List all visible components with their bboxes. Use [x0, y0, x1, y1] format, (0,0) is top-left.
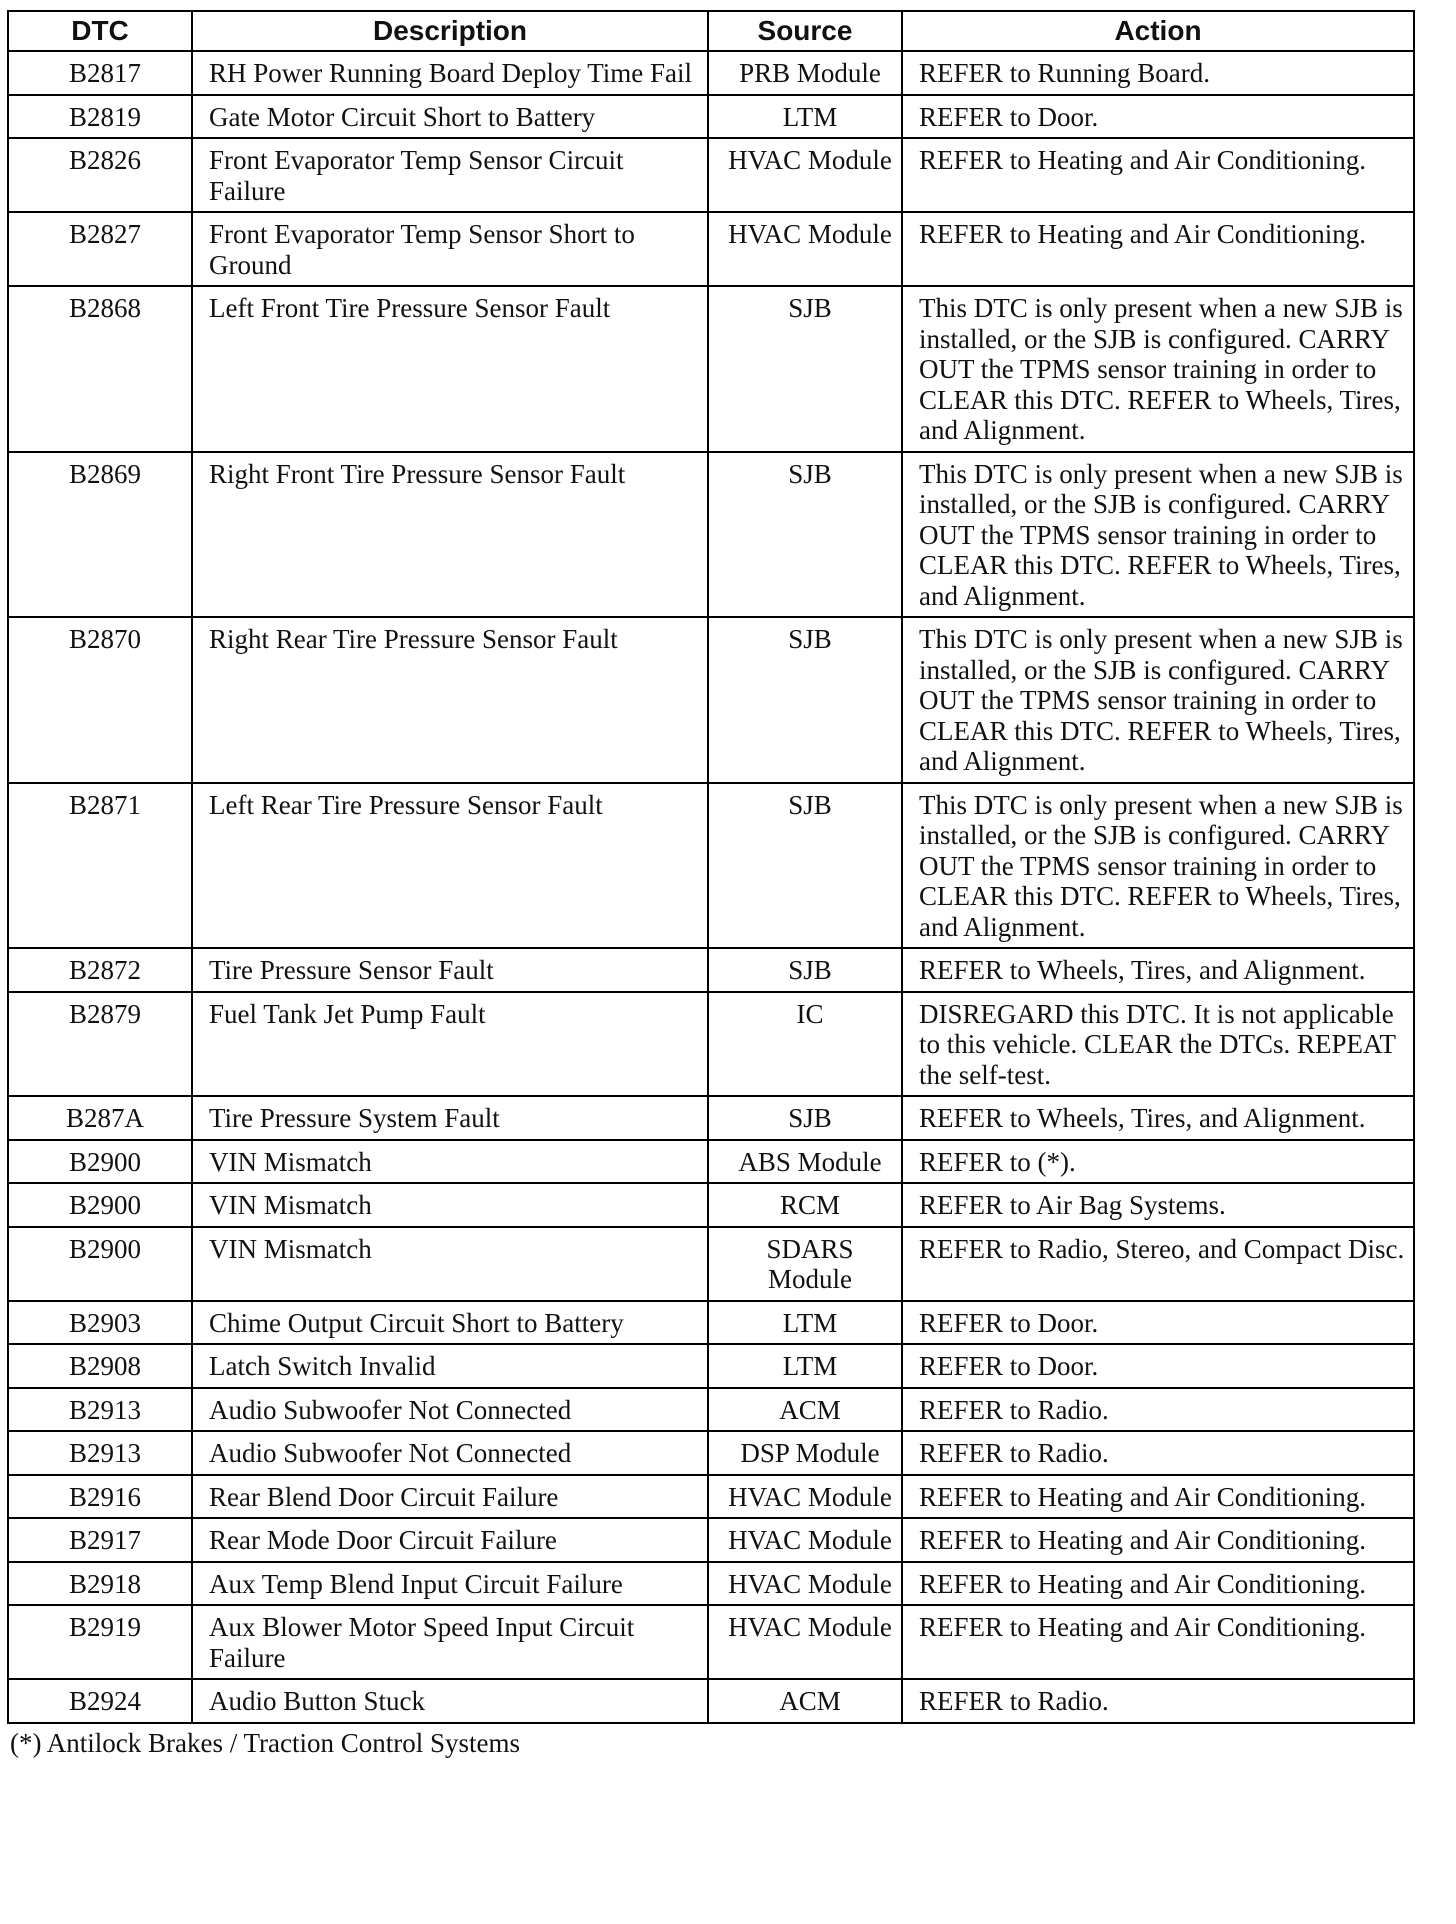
cell-source: LTM [708, 1344, 902, 1388]
cell-description: Gate Motor Circuit Short to Battery [192, 95, 708, 139]
header-description: Description [192, 11, 708, 51]
table-row [8, 1140, 1414, 1184]
cell-source: ACM [708, 1679, 902, 1723]
cell-source: SJB [708, 617, 902, 783]
table-row [8, 138, 1414, 212]
cell-source: HVAC Module [708, 138, 902, 212]
cell-source: SJB [708, 783, 902, 949]
cell-description: Audio Subwoofer Not Connected [192, 1431, 708, 1475]
cell-action: REFER to Running Board. [902, 51, 1414, 95]
cell-action: REFER to Wheels, Tires, and Alignment. [902, 1096, 1414, 1140]
cell-action: REFER to Heating and Air Conditioning. [902, 212, 1414, 286]
cell-source: SJB [708, 1096, 902, 1140]
cell-dtc: B2900 [8, 1227, 192, 1301]
cell-dtc: B2869 [8, 452, 192, 618]
cell-action: REFER to Heating and Air Conditioning. [902, 1475, 1414, 1519]
table-row [8, 212, 1414, 286]
cell-dtc: B2870 [8, 617, 192, 783]
table-row [8, 783, 1414, 949]
cell-dtc: B2817 [8, 51, 192, 95]
header-action: Action [902, 11, 1414, 51]
cell-dtc: B2913 [8, 1431, 192, 1475]
cell-description: Tire Pressure System Fault [192, 1096, 708, 1140]
cell-source: ACM [708, 1388, 902, 1432]
cell-source: SDARS Module [708, 1227, 902, 1301]
cell-source: SJB [708, 452, 902, 618]
cell-source: IC [708, 992, 902, 1097]
cell-source: DSP Module [708, 1431, 902, 1475]
cell-dtc: B2819 [8, 95, 192, 139]
cell-action: REFER to Door. [902, 95, 1414, 139]
cell-source: LTM [708, 95, 902, 139]
cell-dtc: B2916 [8, 1475, 192, 1519]
table-row [8, 1475, 1414, 1519]
table-row [8, 617, 1414, 783]
cell-source: HVAC Module [708, 1562, 902, 1606]
cell-action: This DTC is only present when a new SJB is installed, or the SJB is configured. CARRY OUT the TPMS sensor training in order to CLEAR this DTC. REFER to Wheels, Tires, and Alignment. [902, 286, 1414, 452]
cell-dtc: B2918 [8, 1562, 192, 1606]
table-row [8, 1344, 1414, 1388]
cell-action: REFER to Radio. [902, 1679, 1414, 1723]
table-row [8, 1388, 1414, 1432]
document [7, 10, 1413, 1759]
cell-action: REFER to Door. [902, 1344, 1414, 1388]
cell-dtc: B2919 [8, 1605, 192, 1679]
cell-description: Right Front Tire Pressure Sensor Fault [192, 452, 708, 618]
cell-source: HVAC Module [708, 212, 902, 286]
cell-description: Audio Button Stuck [192, 1679, 708, 1723]
table-row [8, 1301, 1414, 1345]
cell-source: PRB Module [708, 51, 902, 95]
cell-dtc: B2826 [8, 138, 192, 212]
cell-source: HVAC Module [708, 1518, 902, 1562]
cell-source: ABS Module [708, 1140, 902, 1184]
cell-action: REFER to Heating and Air Conditioning. [902, 1605, 1414, 1679]
cell-action: REFER to Radio, Stereo, and Compact Disc. [902, 1227, 1414, 1301]
cell-action: REFER to Door. [902, 1301, 1414, 1345]
cell-description: Aux Temp Blend Input Circuit Failure [192, 1562, 708, 1606]
table-row [8, 1183, 1414, 1227]
cell-action: This DTC is only present when a new SJB is installed, or the SJB is configured. CARRY OUT the TPMS sensor training in order to CLEAR this DTC. REFER to Wheels, Tires, and Alignment. [902, 783, 1414, 949]
table-row [8, 452, 1414, 618]
cell-source: HVAC Module [708, 1605, 902, 1679]
table-header-row [8, 11, 1414, 51]
cell-description: VIN Mismatch [192, 1227, 708, 1301]
cell-description: Latch Switch Invalid [192, 1344, 708, 1388]
cell-description: Right Rear Tire Pressure Sensor Fault [192, 617, 708, 783]
cell-description: Rear Blend Door Circuit Failure [192, 1475, 708, 1519]
cell-dtc: B2827 [8, 212, 192, 286]
table-row [8, 1679, 1414, 1723]
cell-dtc: B2913 [8, 1388, 192, 1432]
cell-action: REFER to Radio. [902, 1388, 1414, 1432]
cell-dtc: B2924 [8, 1679, 192, 1723]
table-row [8, 948, 1414, 992]
cell-description: Front Evaporator Temp Sensor Short to Ground [192, 212, 708, 286]
cell-dtc: B2908 [8, 1344, 192, 1388]
cell-description: RH Power Running Board Deploy Time Fail [192, 51, 708, 95]
cell-action: REFER to Wheels, Tires, and Alignment. [902, 948, 1414, 992]
dtc-table [7, 10, 1415, 1724]
table-row [8, 1227, 1414, 1301]
footnote: (*) Antilock Brakes / Traction Control Systems [10, 1727, 520, 1758]
cell-dtc: B2879 [8, 992, 192, 1097]
cell-source: LTM [708, 1301, 902, 1345]
cell-action: REFER to Heating and Air Conditioning. [902, 138, 1414, 212]
cell-dtc: B2917 [8, 1518, 192, 1562]
cell-dtc: B2900 [8, 1140, 192, 1184]
cell-action: REFER to (*). [902, 1140, 1414, 1184]
cell-description: Chime Output Circuit Short to Battery [192, 1301, 708, 1345]
cell-source: RCM [708, 1183, 902, 1227]
table-row [8, 95, 1414, 139]
cell-dtc: B287A [8, 1096, 192, 1140]
cell-action: REFER to Radio. [902, 1431, 1414, 1475]
cell-source: SJB [708, 948, 902, 992]
cell-dtc: B2868 [8, 286, 192, 452]
cell-description: Aux Blower Motor Speed Input Circuit Failure [192, 1605, 708, 1679]
cell-description: Left Rear Tire Pressure Sensor Fault [192, 783, 708, 949]
cell-action: REFER to Heating and Air Conditioning. [902, 1562, 1414, 1606]
cell-description: Tire Pressure Sensor Fault [192, 948, 708, 992]
cell-action: REFER to Air Bag Systems. [902, 1183, 1414, 1227]
cell-description: VIN Mismatch [192, 1140, 708, 1184]
table-row [8, 1431, 1414, 1475]
cell-action: This DTC is only present when a new SJB is installed, or the SJB is configured. CARRY OUT the TPMS sensor training in order to CLEAR this DTC. REFER to Wheels, Tires, and Alignment. [902, 617, 1414, 783]
cell-dtc: B2900 [8, 1183, 192, 1227]
cell-dtc: B2872 [8, 948, 192, 992]
cell-description: VIN Mismatch [192, 1183, 708, 1227]
cell-action: This DTC is only present when a new SJB is installed, or the SJB is configured. CARRY OUT the TPMS sensor training in order to CLEAR this DTC. REFER to Wheels, Tires, and Alignment. [902, 452, 1414, 618]
cell-dtc: B2903 [8, 1301, 192, 1345]
header-dtc: DTC [8, 11, 192, 51]
cell-source: SJB [708, 286, 902, 452]
table-row [8, 992, 1414, 1097]
cell-description: Fuel Tank Jet Pump Fault [192, 992, 708, 1097]
table-row [8, 51, 1414, 95]
table-row [8, 1518, 1414, 1562]
cell-description: Rear Mode Door Circuit Failure [192, 1518, 708, 1562]
table-row [8, 1096, 1414, 1140]
table-row [8, 1605, 1414, 1679]
cell-description: Front Evaporator Temp Sensor Circuit Failure [192, 138, 708, 212]
cell-action: DISREGARD this DTC. It is not applicable to this vehicle. CLEAR the DTCs. REPEAT the self-test. [902, 992, 1414, 1097]
cell-description: Left Front Tire Pressure Sensor Fault [192, 286, 708, 452]
table-row [8, 1562, 1414, 1606]
table-row [8, 286, 1414, 452]
cell-source: HVAC Module [708, 1475, 902, 1519]
table-body [8, 51, 1414, 1723]
cell-action: REFER to Heating and Air Conditioning. [902, 1518, 1414, 1562]
cell-description: Audio Subwoofer Not Connected [192, 1388, 708, 1432]
header-source: Source [708, 11, 902, 51]
cell-dtc: B2871 [8, 783, 192, 949]
